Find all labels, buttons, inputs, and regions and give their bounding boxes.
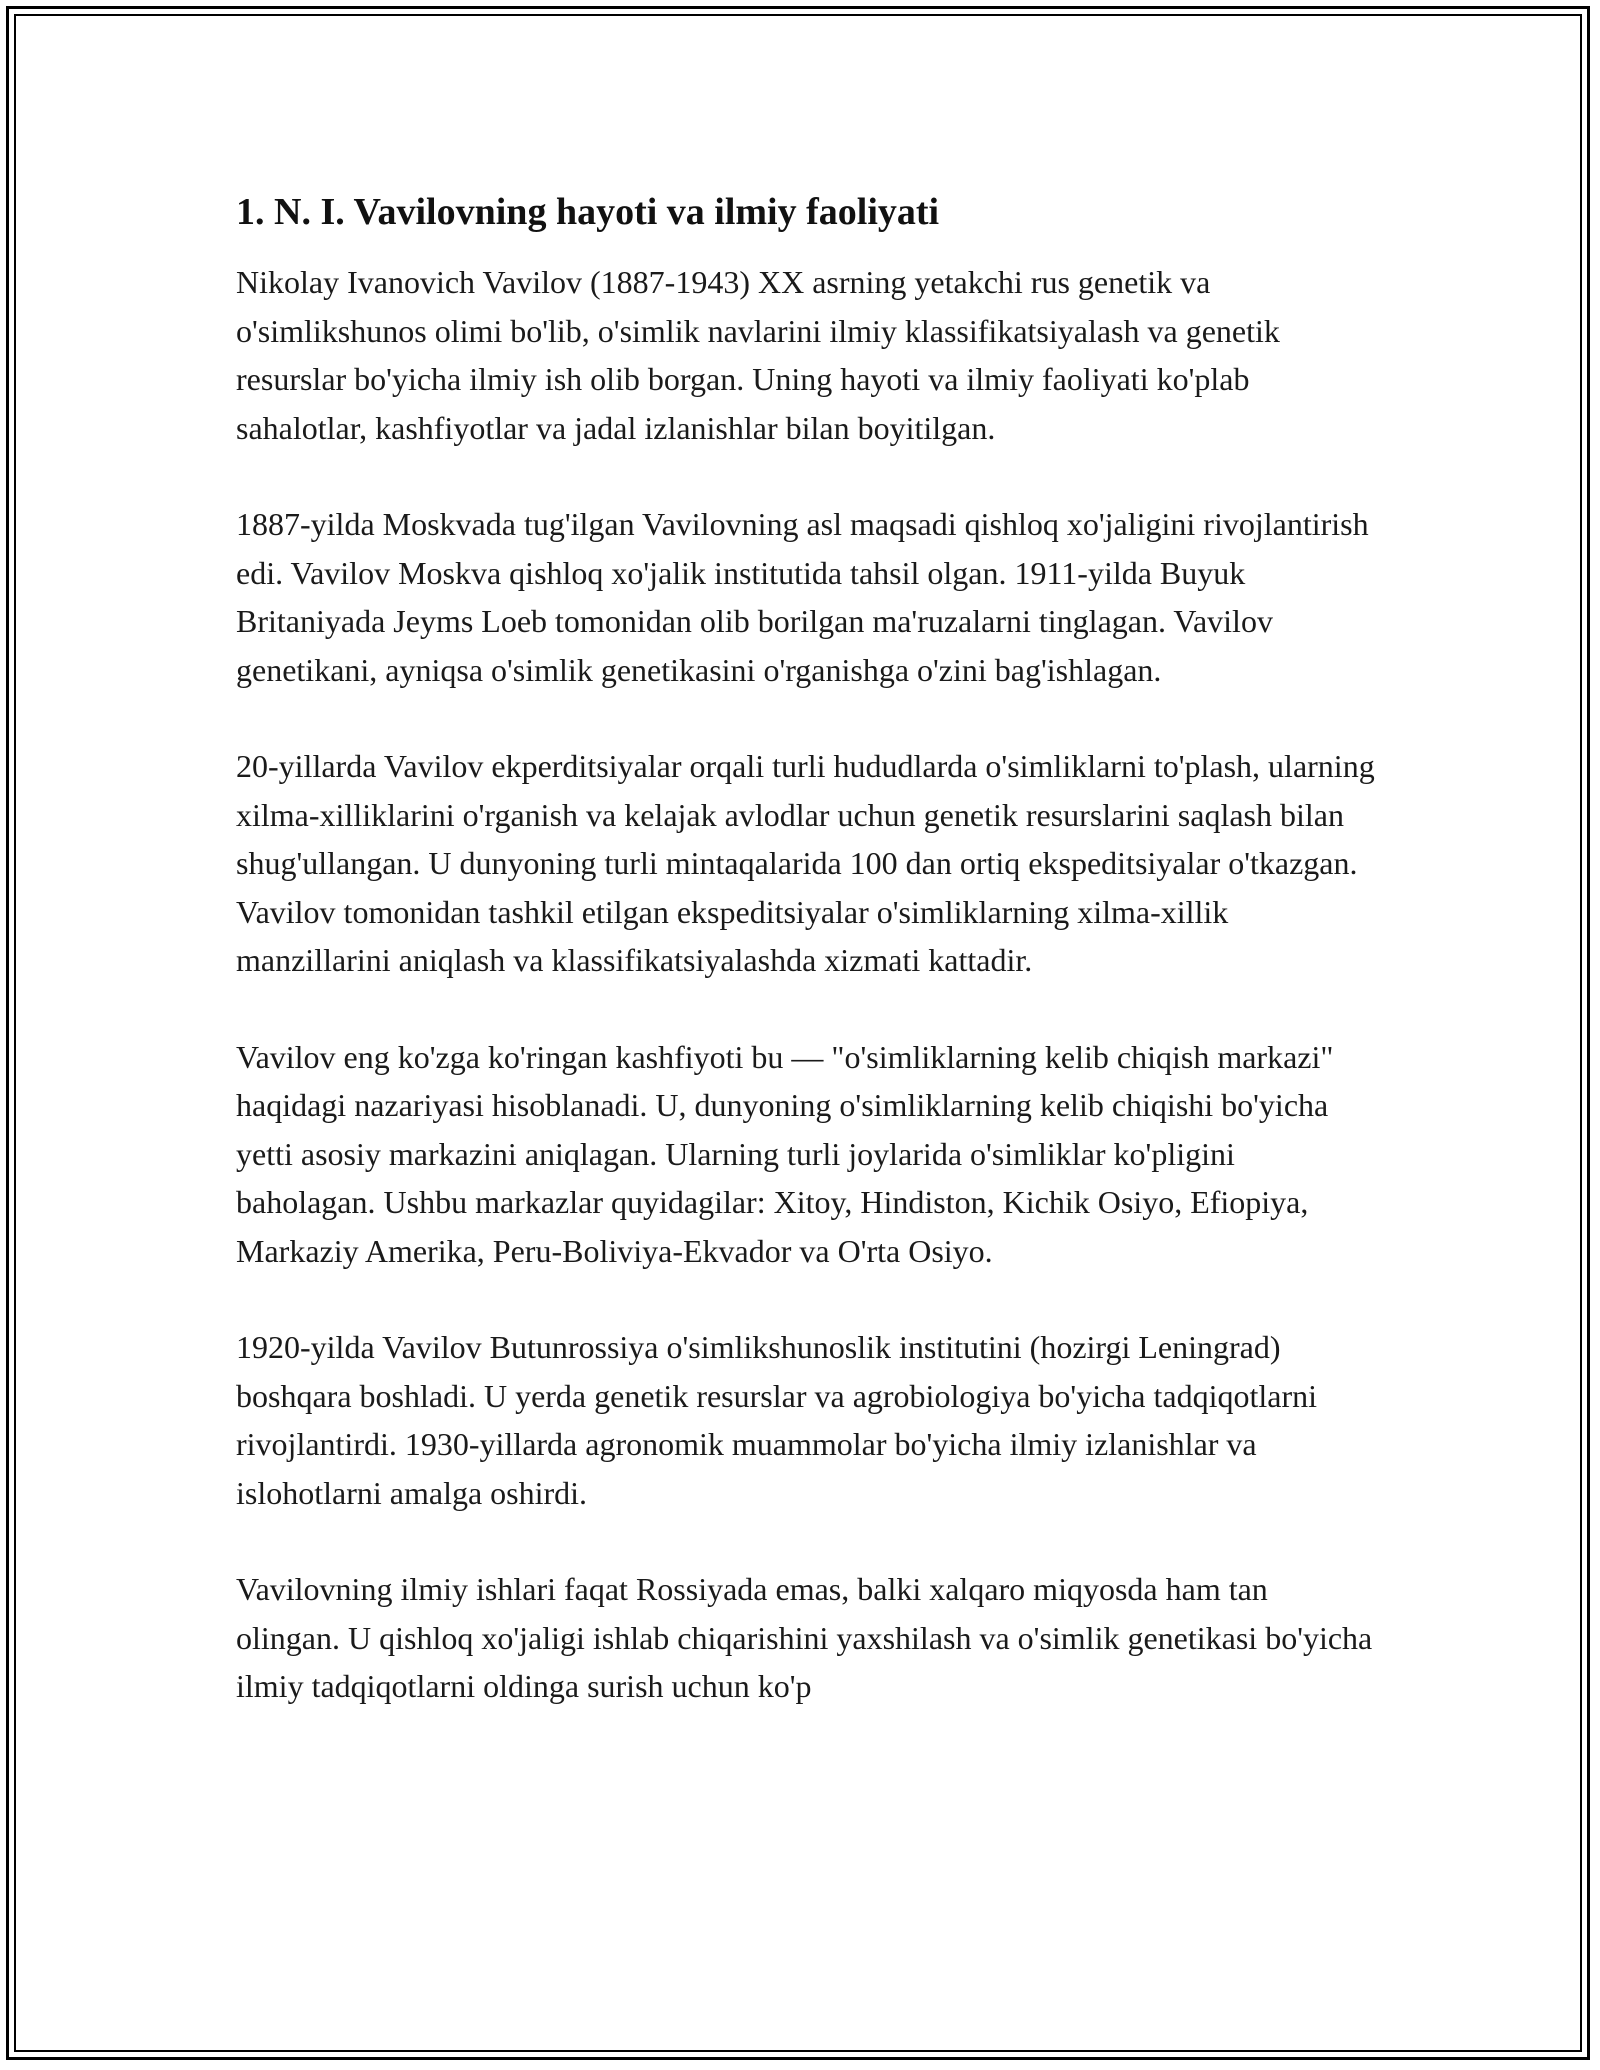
paragraph-institute: 1920-yilda Vavilov Butunrossiya o'simlikshunoslik institutini (hozirgi Leningrad) boshqara boshladi. U yerda genetik resurslar va agrobiologiya bo'yicha tadqiqotlarni rivojlantirdi. 1930-yillarda agronomik muammolar bo'yicha ilmiy izlanishlar va islohotlarni amalga oshirdi. [236, 1329, 1317, 1511]
paragraph-early-life: 1887-yilda Moskvada tug'ilgan Vavilovning asl maqsadi qishloq xo'jaligini rivojlantirish edi. Vavilov Moskva qishloq xo'jalik institutida tahsil olgan. 1911-yilda Buyuk Britaniyada Jeyms Loeb tomonidan olib borilgan ma'ruzalarni tinglagan. Vavilov genetikani, ayniqsa o'simlik genetikasini o'rganishga o'zini bag'ishlagan. [236, 506, 1369, 688]
document-body [236, 186, 1376, 1759]
paragraph-intro: Nikolay Ivanovich Vavilov (1887-1943) XX asrning yetakchi rus genetik va o'simlikshunos olimi bo'lib, o'simlik navlarini ilmiy klassifikatsiyalash va genetik resurslar bo'yicha ilmiy ish olib borgan. Uning hayoti va ilmiy faoliyati ko'plab sahalotlar, kashfiyotlar va jadal izlanishlar bilan boyitilgan. [236, 264, 1280, 446]
section-heading: 1. N. I. Vavilovning hayoti va ilmiy faoliyati [236, 191, 940, 233]
paragraph-international: Vavilovning ilmiy ishlari faqat Rossiyada emas, balki xalqaro miqyosda ham tan olingan. U qishloq xo'jaligi ishlab chiqarishini yaxshilash va o'simlik genetikasi bo'yicha ilmiy tadqiqotlarni oldinga surish uchun ko'p [236, 1571, 1373, 1704]
paragraph-origin-centers: Vavilov eng ko'zga ko'ringan kashfiyoti bu — "o'simliklarning kelib chiqish markazi" haqidagi nazariyasi hisoblanadi. U, dunyoning o'simliklarning kelib chiqishi bo'yicha yetti asosiy markazini aniqlagan. Ularning turli joylarida o'simliklar ko'pligini baholagan. Ushbu markazlar quyidagilar: Xitoy, Hindiston, Kichik Osiyo, Efiopiya, Markaziy Amerika, Peru-Boliviya-Ekvador va O'rta Osiyo. [236, 1038, 1334, 1269]
paragraph-expeditions: 20-yillarda Vavilov ekperditsiyalar orqali turli hududlarda o'simliklarni to'plash, ularning xilma-xilliklarini o'rganish va kelajak avlodlar uchun genetik resurslarini saqlash bilan shug'ullangan. U dunyoning turli mintaqalarida 100 dan ortiq ekspeditsiyalar o'tkazgan. Vavilov tomonidan tashkil etilgan ekspeditsiyalar o'simliklarning xilma-xillik manzillarini aniqlash va klassifikatsiyalashda xizmati kattadir. [236, 748, 1375, 978]
